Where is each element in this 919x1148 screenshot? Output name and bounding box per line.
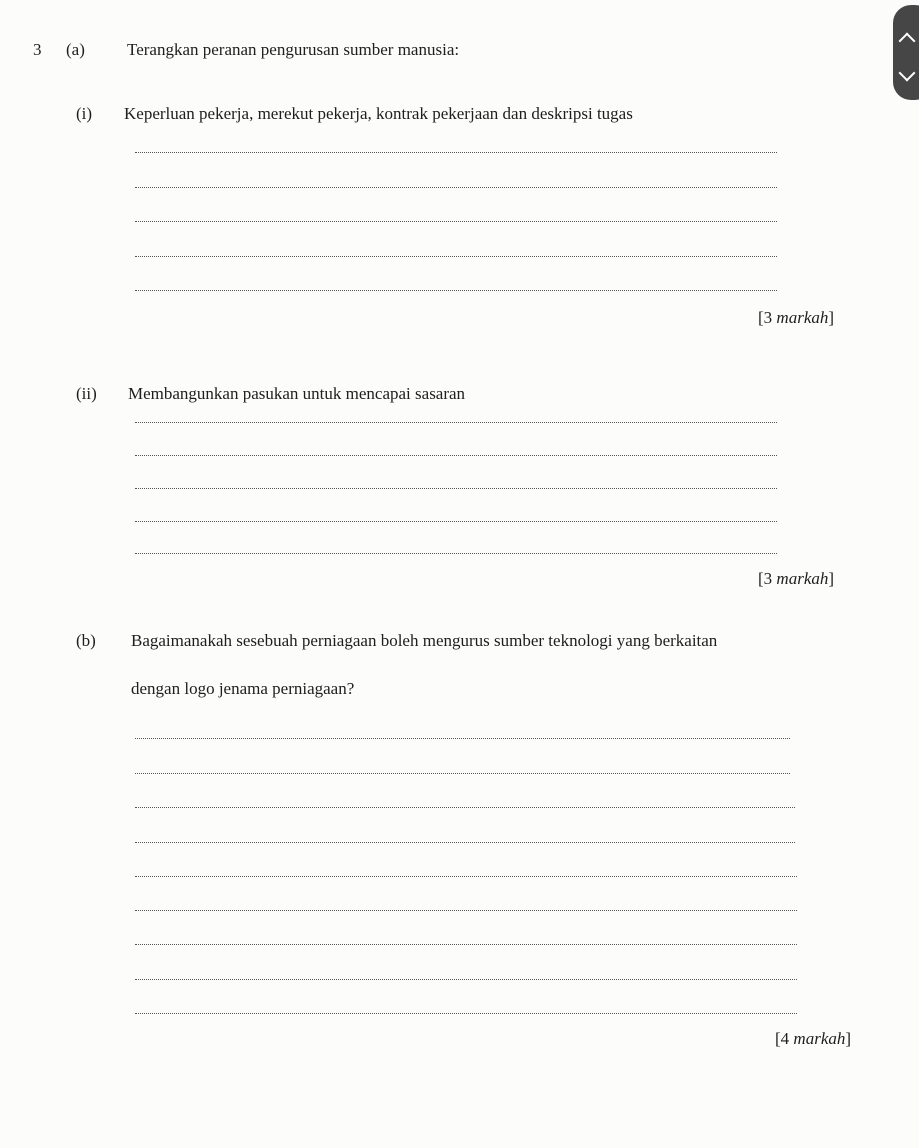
answer-line[interactable] xyxy=(135,842,795,843)
sub-i-label: (i) xyxy=(76,104,93,123)
marks-ii: [3 markah] xyxy=(758,569,835,588)
chevron-down-icon[interactable] xyxy=(899,65,916,82)
answer-line[interactable] xyxy=(135,187,777,188)
part-b-text-2: dengan logo jenama perniagaan? xyxy=(131,679,355,698)
chevron-up-icon[interactable] xyxy=(899,33,916,50)
question-number: 3 xyxy=(33,40,42,59)
answer-line[interactable] xyxy=(135,910,797,911)
sub-i-text: Keperluan pekerja, merekut pekerja, kontrak pekerjaan dan deskripsi tugas xyxy=(124,104,633,123)
answer-line[interactable] xyxy=(135,876,797,877)
part-b-label: (b) xyxy=(76,631,96,650)
page-nav-widget xyxy=(893,5,919,100)
answer-line[interactable] xyxy=(135,455,777,456)
answer-line[interactable] xyxy=(135,290,777,291)
answer-line[interactable] xyxy=(135,738,790,739)
part-a-label: (a) xyxy=(66,40,85,59)
answer-line[interactable] xyxy=(135,944,797,945)
sub-ii-label: (ii) xyxy=(76,384,97,403)
marks-b: [4 markah] xyxy=(775,1029,852,1048)
answer-line[interactable] xyxy=(135,807,795,808)
answer-line[interactable] xyxy=(135,152,777,153)
answer-line[interactable] xyxy=(135,221,777,222)
answer-line[interactable] xyxy=(135,488,777,489)
answer-line[interactable] xyxy=(135,979,797,980)
answer-line[interactable] xyxy=(135,256,777,257)
sub-ii-text: Membangunkan pasukan untuk mencapai sasaran xyxy=(128,384,466,403)
part-a-prompt: Terangkan peranan pengurusan sumber manusia: xyxy=(127,40,460,59)
answer-line[interactable] xyxy=(135,553,777,554)
part-b-text-1: Bagaimanakah sesebuah perniagaan boleh mengurus sumber teknologi yang berkaitan xyxy=(131,631,718,650)
answer-line[interactable] xyxy=(135,422,777,423)
marks-i: [3 markah] xyxy=(758,308,835,327)
answer-line[interactable] xyxy=(135,1013,797,1014)
answer-line[interactable] xyxy=(135,773,790,774)
answer-line[interactable] xyxy=(135,521,777,522)
